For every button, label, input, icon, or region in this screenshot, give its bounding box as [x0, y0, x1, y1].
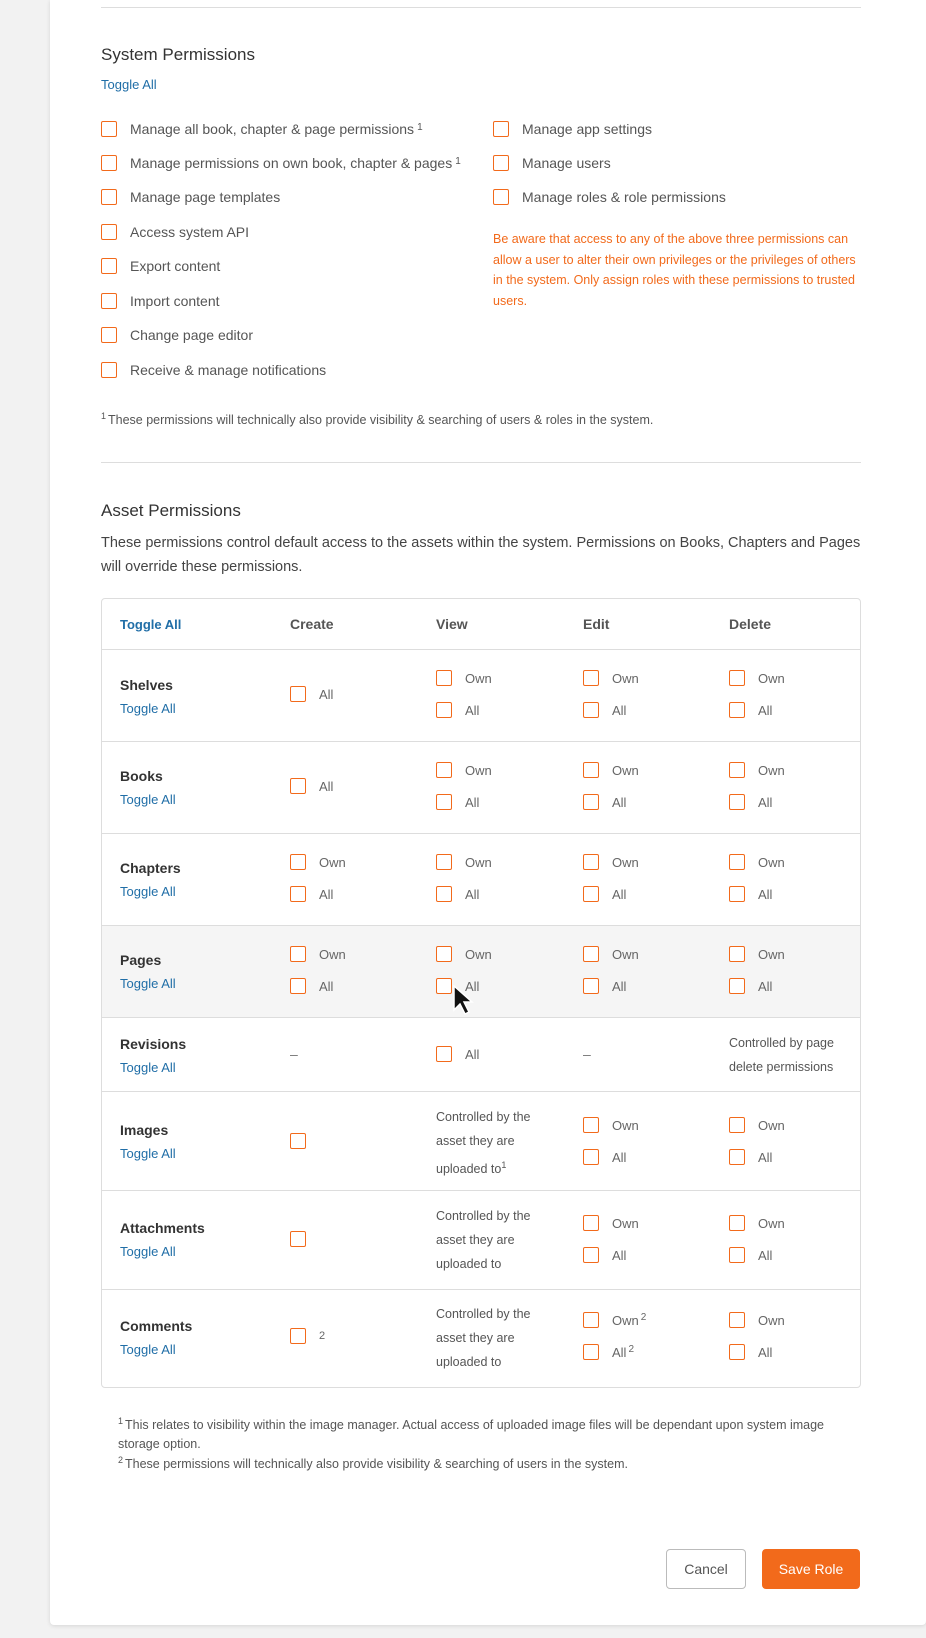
- checkbox[interactable]: [583, 946, 599, 962]
- row-toggle-all[interactable]: Toggle All: [120, 1060, 176, 1075]
- view-all[interactable]: All: [436, 978, 479, 994]
- delete-own[interactable]: Own: [729, 1312, 785, 1328]
- checkbox[interactable]: [290, 686, 306, 702]
- divider: [101, 7, 861, 8]
- checkbox[interactable]: [729, 1344, 745, 1360]
- delete-own[interactable]: Own: [729, 946, 785, 962]
- checkbox[interactable]: [436, 854, 452, 870]
- checkbox[interactable]: [101, 155, 117, 171]
- delete-all[interactable]: All: [729, 886, 772, 902]
- checkbox[interactable]: [583, 978, 599, 994]
- row-name: Comments: [120, 1318, 193, 1334]
- checkbox[interactable]: [436, 886, 452, 902]
- checkbox[interactable]: [436, 702, 452, 718]
- checkbox[interactable]: [583, 1247, 599, 1263]
- perm-manage-roles[interactable]: Manage roles & role permissions: [493, 189, 726, 205]
- row-name: Chapters: [120, 860, 181, 876]
- row-name: Shelves: [120, 677, 173, 693]
- delete-all[interactable]: All: [729, 702, 772, 718]
- checkbox[interactable]: [729, 794, 745, 810]
- delete-all[interactable]: All: [729, 794, 772, 810]
- create-own[interactable]: Own: [290, 854, 346, 870]
- checkbox[interactable]: [101, 258, 117, 274]
- role-edit-card: [50, 0, 926, 1625]
- checkbox[interactable]: [583, 762, 599, 778]
- checkbox[interactable]: [290, 946, 306, 962]
- perm-access-api[interactable]: Access system API: [101, 224, 249, 240]
- permissions-warning: Be aware that access to any of the above three permissions can allow a user to alter their own privileges or the privileges of others in the system. Only assign roles with these permissions to trusted users.: [493, 232, 856, 308]
- checkbox[interactable]: [436, 762, 452, 778]
- checkbox[interactable]: [101, 224, 117, 240]
- table-row-attachments: [102, 1190, 860, 1289]
- checkbox[interactable]: [583, 1215, 599, 1231]
- delete-all[interactable]: All: [729, 1247, 772, 1263]
- perm-manage-users[interactable]: Manage users: [493, 155, 611, 171]
- checkbox[interactable]: [290, 1133, 306, 1149]
- edit-own[interactable]: Own: [583, 854, 639, 870]
- delete-controlled-note: Controlled by page delete permissions: [729, 1036, 834, 1074]
- edit-own[interactable]: Own: [583, 1215, 639, 1231]
- create-all[interactable]: All: [290, 978, 333, 994]
- view-all[interactable]: All: [436, 1046, 479, 1062]
- table-row-books: [102, 741, 860, 833]
- checkbox[interactable]: [101, 189, 117, 205]
- header-create: Create: [290, 616, 334, 632]
- checkbox[interactable]: [729, 978, 745, 994]
- save-role-button[interactable]: Save Role: [762, 1549, 860, 1589]
- checkbox[interactable]: [493, 155, 509, 171]
- create-all[interactable]: All: [290, 778, 333, 794]
- view-all[interactable]: All: [436, 886, 479, 902]
- checkbox[interactable]: [101, 327, 117, 343]
- view-own[interactable]: Own: [436, 946, 492, 962]
- view-own[interactable]: Own: [436, 670, 492, 686]
- perm-manage-templates[interactable]: Manage page templates: [101, 189, 280, 205]
- checkbox[interactable]: [729, 1117, 745, 1133]
- row-name: Attachments: [120, 1220, 205, 1236]
- edit-own[interactable]: Own: [583, 946, 639, 962]
- checkbox[interactable]: [583, 794, 599, 810]
- mouse-cursor-icon: [453, 985, 475, 1015]
- checkbox[interactable]: [729, 762, 745, 778]
- perm-import-content[interactable]: Import content: [101, 293, 220, 309]
- checkbox[interactable]: [436, 670, 452, 686]
- checkbox[interactable]: [290, 1231, 306, 1247]
- delete-own[interactable]: Own: [729, 854, 785, 870]
- cancel-button[interactable]: Cancel: [666, 1549, 746, 1589]
- asset-footnote-2: $^2$ These permissions will technically also provide visibility & searching of users in the system.: [118, 1455, 628, 1472]
- view-own[interactable]: Own: [436, 854, 492, 870]
- view-controlled-note: Controlled by the asset they are uploaded to: [436, 1307, 531, 1369]
- table-row-pages: [102, 925, 860, 1017]
- row-name: Images: [120, 1122, 169, 1138]
- system-footnote: $^1$ These permissions will technically also provide visibility & searching of users & roles in the system.: [101, 411, 654, 428]
- checkbox[interactable]: [436, 978, 452, 994]
- create-checkbox[interactable]: 2: [290, 1328, 325, 1344]
- edit-all[interactable]: All: [583, 702, 626, 718]
- checkbox[interactable]: [290, 978, 306, 994]
- row-toggle-all[interactable]: Toggle All: [120, 976, 176, 991]
- perm-manage-all-content[interactable]: Manage all book, chapter & page permissions $^1$: [101, 121, 423, 137]
- header-edit: Edit: [583, 616, 610, 632]
- checkbox[interactable]: [729, 1312, 745, 1328]
- checkbox[interactable]: [729, 1149, 745, 1165]
- create-checkbox[interactable]: [290, 1133, 319, 1149]
- row-name: Pages: [120, 952, 162, 968]
- create-all[interactable]: All: [290, 886, 333, 902]
- header-view: View: [436, 616, 468, 632]
- checkbox[interactable]: [101, 121, 117, 137]
- checkbox[interactable]: [290, 854, 306, 870]
- checkbox[interactable]: [583, 702, 599, 718]
- view-controlled-note: Controlled by the asset they are uploaded $to^1$: [436, 1110, 531, 1177]
- create-not-applicable: –: [290, 1046, 298, 1062]
- edit-all[interactable]: All: [583, 794, 626, 810]
- header-delete: Delete: [729, 616, 772, 632]
- perm-change-editor[interactable]: Change page editor: [101, 327, 253, 343]
- edit-own[interactable]: Own $^2$: [583, 1312, 646, 1328]
- checkbox[interactable]: [493, 121, 509, 137]
- checkbox[interactable]: [729, 702, 745, 718]
- table-row-revisions: [102, 1017, 860, 1091]
- checkbox[interactable]: [729, 854, 745, 870]
- create-all[interactable]: All: [290, 686, 333, 702]
- checkbox[interactable]: [729, 946, 745, 962]
- divider: [101, 462, 861, 463]
- table-toggle-all[interactable]: Toggle All: [120, 617, 182, 632]
- checkbox[interactable]: [583, 886, 599, 902]
- checkbox[interactable]: [101, 362, 117, 378]
- table-row-images: [102, 1091, 860, 1190]
- create-own[interactable]: Own: [290, 946, 346, 962]
- edit-all[interactable]: All: [583, 1247, 626, 1263]
- checkbox[interactable]: [729, 1247, 745, 1263]
- checkbox[interactable]: [583, 854, 599, 870]
- asset-permissions-title: Asset Permissions: [101, 501, 241, 520]
- row-toggle-all[interactable]: Toggle All: [120, 884, 176, 899]
- row-toggle-all[interactable]: Toggle All: [120, 1342, 176, 1357]
- checkbox[interactable]: [729, 1215, 745, 1231]
- system-permissions-title: System Permissions: [101, 45, 255, 64]
- view-controlled-note: Controlled by the asset they are uploaded to: [436, 1209, 531, 1271]
- checkbox[interactable]: [729, 670, 745, 686]
- checkbox[interactable]: [436, 946, 452, 962]
- table-row-chapters: [102, 833, 860, 925]
- view-own[interactable]: Own: [436, 762, 492, 778]
- view-all[interactable]: All: [436, 794, 479, 810]
- checkbox[interactable]: [583, 670, 599, 686]
- perm-manage-own-content[interactable]: Manage permissions on own book, chapter & pages $^1$: [101, 155, 461, 171]
- perm-notifications[interactable]: Receive & manage notifications: [101, 362, 326, 378]
- checkbox[interactable]: [729, 886, 745, 902]
- edit-all[interactable]: All: [583, 978, 626, 994]
- asset-permissions-table: [101, 598, 861, 1388]
- edit-not-applicable: –: [583, 1046, 591, 1062]
- row-toggle-all[interactable]: Toggle All: [120, 1244, 176, 1259]
- checkbox[interactable]: [290, 778, 306, 794]
- edit-own[interactable]: Own: [583, 762, 639, 778]
- edit-own[interactable]: Own: [583, 670, 639, 686]
- row-name: Books: [120, 768, 163, 784]
- edit-all[interactable]: All: [583, 1149, 626, 1165]
- system-toggle-all[interactable]: Toggle All: [101, 77, 157, 92]
- checkbox[interactable]: [583, 1312, 599, 1328]
- create-checkbox[interactable]: [290, 1231, 319, 1247]
- delete-all[interactable]: All: [729, 1344, 772, 1360]
- view-all[interactable]: All: [436, 702, 479, 718]
- edit-all[interactable]: All $^2$: [583, 1344, 634, 1360]
- checkbox[interactable]: [583, 1117, 599, 1133]
- perm-export-content[interactable]: Export content: [101, 258, 220, 274]
- asset-permissions-description: These permissions control default access to the assets within the system. Permissions on Books, Chapters and Pages will override these permissions.: [101, 535, 861, 575]
- delete-own[interactable]: Own: [729, 1215, 785, 1231]
- checkbox[interactable]: [583, 1149, 599, 1165]
- edit-own[interactable]: Own: [583, 1117, 639, 1133]
- checkbox[interactable]: [290, 1328, 306, 1344]
- row-toggle-all[interactable]: Toggle All: [120, 1146, 176, 1161]
- row-name: Revisions: [120, 1036, 187, 1052]
- edit-all[interactable]: All: [583, 886, 626, 902]
- perm-manage-settings[interactable]: Manage app settings: [493, 121, 652, 137]
- checkbox[interactable]: [101, 293, 117, 309]
- delete-own[interactable]: Own: [729, 762, 785, 778]
- table-row-shelves: [102, 649, 860, 741]
- row-toggle-all[interactable]: Toggle All: [120, 792, 176, 807]
- delete-all[interactable]: All: [729, 978, 772, 994]
- delete-all[interactable]: All: [729, 1149, 772, 1165]
- checkbox[interactable]: [436, 794, 452, 810]
- checkbox[interactable]: [290, 886, 306, 902]
- row-toggle-all[interactable]: Toggle All: [120, 701, 176, 716]
- checkbox[interactable]: [583, 1344, 599, 1360]
- asset-footnote-1: $^1$ This relates to visibility within the image manager. Actual access of uploaded image files will be dependant upon system image storage option.: [118, 1416, 825, 1452]
- delete-own[interactable]: Own: [729, 670, 785, 686]
- checkbox[interactable]: [436, 1046, 452, 1062]
- table-row-comments: [102, 1289, 860, 1388]
- delete-own[interactable]: Own: [729, 1117, 785, 1133]
- checkbox[interactable]: [493, 189, 509, 205]
